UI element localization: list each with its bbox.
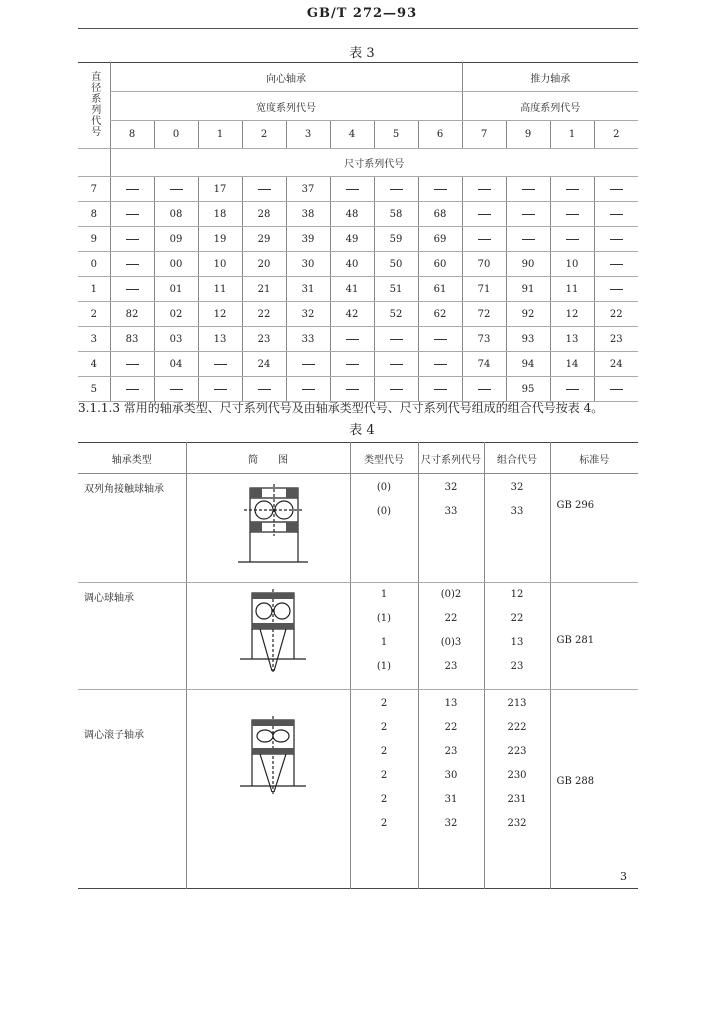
spherical-roller-bearing-drawing xyxy=(188,690,348,800)
series-code-cell xyxy=(330,377,374,402)
series-code-cell xyxy=(594,252,638,277)
dash xyxy=(522,189,535,190)
code-value: 2 xyxy=(380,698,388,709)
code-value: (1) xyxy=(376,661,392,672)
column-header: 组合代号 xyxy=(484,443,550,474)
diameter-code: 2 xyxy=(78,302,110,327)
dash xyxy=(390,189,403,190)
series-code-cell xyxy=(462,377,506,402)
series-code-cell xyxy=(154,377,198,402)
series-code-cell: 37 xyxy=(286,177,330,202)
combined-codes-2 xyxy=(484,583,550,690)
code-value: 13 xyxy=(510,637,524,648)
code-value: (0)3 xyxy=(440,637,462,648)
series-code-cell xyxy=(550,227,594,252)
column-header: 简 图 xyxy=(186,443,350,474)
series-code-cell: 68 xyxy=(418,202,462,227)
code-value: 2 xyxy=(380,746,388,757)
table-row xyxy=(78,202,638,227)
series-code-cell xyxy=(110,252,154,277)
header-rule xyxy=(78,28,638,29)
code-value: (0) xyxy=(376,482,392,493)
code-value: (0) xyxy=(376,506,392,517)
code-value: 32 xyxy=(444,818,458,829)
series-code-cell xyxy=(330,327,374,352)
series-code-cell: 50 xyxy=(374,252,418,277)
width-code: 6 xyxy=(418,121,462,149)
series-code-cell: 60 xyxy=(418,252,462,277)
code-value: 12 xyxy=(510,589,524,600)
paragraph-3-1-1-3: 3.1.1.3 常用的轴承类型、尺寸系列代号及由轴承类型代号、尺寸系列代号组成的组合代号按表 4。 xyxy=(78,401,604,415)
series-code-cell: 94 xyxy=(506,352,550,377)
column-header: 轴承类型 xyxy=(78,443,186,474)
series-code-cell xyxy=(198,352,242,377)
type-codes-3 xyxy=(350,690,418,889)
series-code-cell: 39 xyxy=(286,227,330,252)
dash xyxy=(258,389,271,390)
type-codes-1 xyxy=(350,474,418,583)
table-row xyxy=(78,352,638,377)
standard-1: GB 296 xyxy=(550,474,638,583)
width-code: 2 xyxy=(242,121,286,149)
dash xyxy=(258,189,271,190)
dash xyxy=(214,364,227,365)
series-code-cell: 01 xyxy=(154,277,198,302)
series-code-cell: 24 xyxy=(242,352,286,377)
standard-2: GB 281 xyxy=(550,583,638,690)
table3-caption: 表 3 xyxy=(349,46,375,61)
series-code-cell xyxy=(506,177,550,202)
code-value: 22 xyxy=(510,613,524,624)
table3 xyxy=(78,62,638,402)
dash xyxy=(126,364,139,365)
series-code-cell: 22 xyxy=(594,302,638,327)
dash xyxy=(390,389,403,390)
dash xyxy=(610,264,623,265)
standard-3: GB 288 xyxy=(550,690,638,889)
series-code-cell: 74 xyxy=(462,352,506,377)
series-code-cell: 69 xyxy=(418,227,462,252)
dash xyxy=(610,239,623,240)
series-code-cell: 93 xyxy=(506,327,550,352)
series-code-cell: 58 xyxy=(374,202,418,227)
dash xyxy=(434,364,447,365)
series-code-cell xyxy=(286,352,330,377)
table-row xyxy=(78,277,638,302)
diameter-code: 3 xyxy=(78,327,110,352)
code-value: 22 xyxy=(444,722,458,733)
code-value: 2 xyxy=(380,794,388,805)
series-code-cell xyxy=(110,177,154,202)
dimension-series-label: 尺寸系列代号 xyxy=(110,149,638,177)
dash xyxy=(610,214,623,215)
series-code-cell: 61 xyxy=(418,277,462,302)
dash xyxy=(302,389,315,390)
table4-caption: 表 4 xyxy=(349,423,375,438)
series-code-cell: 10 xyxy=(550,252,594,277)
series-code-cell: 12 xyxy=(198,302,242,327)
code-value: 231 xyxy=(507,794,527,805)
series-code-cell xyxy=(286,377,330,402)
series-code-cell: 32 xyxy=(286,302,330,327)
series-code-cell: 11 xyxy=(550,277,594,302)
dash xyxy=(346,189,359,190)
table4 xyxy=(78,442,638,889)
series-code-cell: 38 xyxy=(286,202,330,227)
series-code-cell: 19 xyxy=(198,227,242,252)
dash xyxy=(566,389,579,390)
series-code-cell xyxy=(594,377,638,402)
dash xyxy=(610,189,623,190)
series-code-cell xyxy=(374,327,418,352)
code-value: 2 xyxy=(380,770,388,781)
series-code-cell: 83 xyxy=(110,327,154,352)
table-row xyxy=(78,252,638,277)
dash xyxy=(346,389,359,390)
dash xyxy=(126,189,139,190)
series-code-cell: 59 xyxy=(374,227,418,252)
series-code-cell: 03 xyxy=(154,327,198,352)
diameter-code: 8 xyxy=(78,202,110,227)
width-code: 1 xyxy=(198,121,242,149)
series-code-cell: 18 xyxy=(198,202,242,227)
code-value: 23 xyxy=(444,746,458,757)
series-code-cell: 95 xyxy=(506,377,550,402)
dash xyxy=(522,239,535,240)
series-code-cell: 11 xyxy=(198,277,242,302)
table-row xyxy=(78,177,638,202)
series-code-cell: 08 xyxy=(154,202,198,227)
series-code-cell: 14 xyxy=(550,352,594,377)
bearing-type-2: 调心球轴承 xyxy=(78,583,186,690)
series-code-cell xyxy=(418,327,462,352)
series-code-cell: 62 xyxy=(418,302,462,327)
dash xyxy=(170,389,183,390)
series-code-cell: 72 xyxy=(462,302,506,327)
code-value: 222 xyxy=(507,722,527,733)
series-code-cell: 51 xyxy=(374,277,418,302)
diameter-code: 4 xyxy=(78,352,110,377)
series-code-cell: 20 xyxy=(242,252,286,277)
dash xyxy=(566,214,579,215)
series-code-cell: 73 xyxy=(462,327,506,352)
code-value: (0)2 xyxy=(440,589,462,600)
series-code-cell: 30 xyxy=(286,252,330,277)
series-code-cell: 04 xyxy=(154,352,198,377)
dash xyxy=(346,339,359,340)
series-code-cell: 40 xyxy=(330,252,374,277)
document-number: GB/T 272—93 xyxy=(306,6,418,21)
series-code-cell xyxy=(110,352,154,377)
dash xyxy=(434,189,447,190)
series-code-cell xyxy=(242,177,286,202)
dash xyxy=(478,239,491,240)
series-code-cell xyxy=(594,177,638,202)
series-code-cell: 82 xyxy=(110,302,154,327)
code-value: 32 xyxy=(510,482,524,493)
series-code-cell xyxy=(110,277,154,302)
series-code-cell: 90 xyxy=(506,252,550,277)
series-code-cell xyxy=(550,177,594,202)
dash xyxy=(566,239,579,240)
code-value: 30 xyxy=(444,770,458,781)
series-code-cell: 52 xyxy=(374,302,418,327)
series-code-cell xyxy=(550,202,594,227)
dash xyxy=(434,389,447,390)
series-code-cell: 21 xyxy=(242,277,286,302)
series-code-cell xyxy=(110,377,154,402)
series-code-cell: 09 xyxy=(154,227,198,252)
code-value: 33 xyxy=(444,506,458,517)
column-header: 类型代号 xyxy=(350,443,418,474)
series-code-cell: 70 xyxy=(462,252,506,277)
type-codes-2 xyxy=(350,583,418,690)
diagram-cell-3 xyxy=(186,690,350,889)
dash xyxy=(346,364,359,365)
series-code-cell: 00 xyxy=(154,252,198,277)
series-code-cell: 49 xyxy=(330,227,374,252)
dash xyxy=(610,289,623,290)
combined-codes-3 xyxy=(484,690,550,889)
series-code-cell: 13 xyxy=(550,327,594,352)
dash xyxy=(478,389,491,390)
code-value: 33 xyxy=(510,506,524,517)
width-code: 4 xyxy=(330,121,374,149)
width-series-label: 宽度系列代号 xyxy=(110,92,462,121)
series-code-cell: 28 xyxy=(242,202,286,227)
series-code-cell xyxy=(198,377,242,402)
series-codes-1 xyxy=(418,474,484,583)
series-code-cell xyxy=(462,227,506,252)
dash xyxy=(302,364,315,365)
code-value: (1) xyxy=(376,613,392,624)
series-code-cell xyxy=(110,227,154,252)
table-row xyxy=(78,302,638,327)
series-code-cell xyxy=(374,177,418,202)
dash xyxy=(126,264,139,265)
height-code: 9 xyxy=(506,121,550,149)
series-code-cell: 92 xyxy=(506,302,550,327)
diameter-code: 1 xyxy=(78,277,110,302)
series-code-cell xyxy=(330,177,374,202)
dash xyxy=(610,389,623,390)
series-code-cell xyxy=(550,377,594,402)
series-code-cell xyxy=(506,227,550,252)
series-code-cell: 23 xyxy=(594,327,638,352)
series-code-cell xyxy=(506,202,550,227)
series-code-cell: 42 xyxy=(330,302,374,327)
code-value: 23 xyxy=(510,661,524,672)
table-row xyxy=(78,227,638,252)
code-value: 2 xyxy=(380,818,388,829)
dash xyxy=(126,214,139,215)
dash xyxy=(126,239,139,240)
series-code-cell xyxy=(462,177,506,202)
dash xyxy=(126,389,139,390)
diameter-code: 9 xyxy=(78,227,110,252)
column-header: 标准号 xyxy=(550,443,638,474)
code-value: 32 xyxy=(444,482,458,493)
height-code: 7 xyxy=(462,121,506,149)
series-code-cell xyxy=(418,177,462,202)
code-value: 1 xyxy=(380,637,388,648)
dash xyxy=(390,364,403,365)
series-code-cell xyxy=(462,202,506,227)
width-code: 8 xyxy=(110,121,154,149)
dash xyxy=(170,189,183,190)
thrust-label: 推力轴承 xyxy=(462,63,638,92)
series-code-cell xyxy=(374,352,418,377)
height-series-label: 高度系列代号 xyxy=(462,92,638,121)
page-number: 3 xyxy=(620,870,627,883)
series-code-cell: 71 xyxy=(462,277,506,302)
series-code-cell xyxy=(418,377,462,402)
dash xyxy=(434,339,447,340)
series-code-cell: 10 xyxy=(198,252,242,277)
code-value: 1 xyxy=(380,589,388,600)
series-code-cell xyxy=(594,227,638,252)
series-code-cell: 33 xyxy=(286,327,330,352)
code-value: 223 xyxy=(507,746,527,757)
bearing-type-1: 双列角接触球轴承 xyxy=(78,474,186,583)
code-value: 232 xyxy=(507,818,527,829)
series-codes-2 xyxy=(418,583,484,690)
diameter-code: 0 xyxy=(78,252,110,277)
series-code-cell xyxy=(594,202,638,227)
width-code: 3 xyxy=(286,121,330,149)
code-value: 23 xyxy=(444,661,458,672)
diagram-cell-1 xyxy=(186,474,350,583)
combined-codes-1 xyxy=(484,474,550,583)
code-value: 13 xyxy=(444,698,458,709)
series-code-cell xyxy=(418,352,462,377)
dash xyxy=(522,214,535,215)
series-code-cell: 48 xyxy=(330,202,374,227)
self-aligning-ball-bearing-drawing xyxy=(188,583,348,681)
code-value: 31 xyxy=(444,794,458,805)
table-row xyxy=(78,327,638,352)
height-code: 1 xyxy=(550,121,594,149)
series-code-cell: 22 xyxy=(242,302,286,327)
radial-label: 向心轴承 xyxy=(110,63,462,92)
column-header: 尺寸系列代号 xyxy=(418,443,484,474)
series-code-cell: 29 xyxy=(242,227,286,252)
code-value: 213 xyxy=(507,698,527,709)
width-code: 0 xyxy=(154,121,198,149)
dash xyxy=(126,289,139,290)
series-code-cell xyxy=(374,377,418,402)
width-code: 5 xyxy=(374,121,418,149)
series-code-cell xyxy=(154,177,198,202)
code-value: 230 xyxy=(507,770,527,781)
code-value: 22 xyxy=(444,613,458,624)
double-row-angular-bearing-drawing xyxy=(188,474,348,574)
dash xyxy=(214,389,227,390)
row-header-label: 直径系列代号 xyxy=(78,63,110,149)
series-code-cell xyxy=(594,277,638,302)
series-code-cell: 41 xyxy=(330,277,374,302)
diameter-code: 7 xyxy=(78,177,110,202)
series-code-cell xyxy=(330,352,374,377)
dash xyxy=(566,189,579,190)
height-code: 2 xyxy=(594,121,638,149)
diameter-code: 5 xyxy=(78,377,110,402)
series-code-cell: 91 xyxy=(506,277,550,302)
series-code-cell: 23 xyxy=(242,327,286,352)
series-code-cell: 02 xyxy=(154,302,198,327)
series-code-cell: 24 xyxy=(594,352,638,377)
code-value: 2 xyxy=(380,722,388,733)
series-code-cell: 17 xyxy=(198,177,242,202)
dash xyxy=(478,189,491,190)
diagram-cell-2 xyxy=(186,583,350,690)
dash xyxy=(478,214,491,215)
series-code-cell: 13 xyxy=(198,327,242,352)
series-codes-3 xyxy=(418,690,484,889)
series-code-cell: 12 xyxy=(550,302,594,327)
bearing-type-3: 调心滚子轴承 xyxy=(84,730,144,741)
series-code-cell xyxy=(242,377,286,402)
table-row xyxy=(78,377,638,402)
dash xyxy=(390,339,403,340)
series-code-cell xyxy=(110,202,154,227)
series-code-cell: 31 xyxy=(286,277,330,302)
